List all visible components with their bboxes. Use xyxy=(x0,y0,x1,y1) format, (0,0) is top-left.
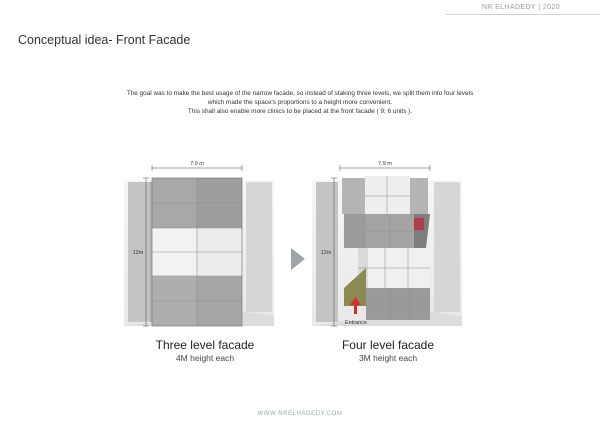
three-level-caption xyxy=(140,338,270,363)
header-credit: NR ELHADEDY | 2020 xyxy=(481,4,560,11)
description-line: which made the space's proportions to a height more convenient. xyxy=(207,98,393,106)
caption-title: Four level facade xyxy=(341,338,435,352)
facade-volume xyxy=(152,178,242,326)
four-level-facade-illustration xyxy=(310,156,466,334)
width-label: 7.9 m xyxy=(190,161,204,167)
right-wall xyxy=(246,182,272,312)
caption-subtitle: 4M height each xyxy=(175,353,235,363)
description-line: The goal was to make the best usage of the narrow facade, so instead of staking three levels, we split them into four levels xyxy=(126,90,474,97)
description-text xyxy=(110,90,490,116)
header-rule xyxy=(446,14,600,15)
description-line: This shall also enable more clinics to be placed at the front facade ( 9; 6 units ). xyxy=(187,107,413,115)
right-wall xyxy=(434,182,460,312)
caption-title: Three level facade xyxy=(155,338,255,352)
caption-subtitle: 3M height each xyxy=(358,353,418,363)
three-level-facade-render xyxy=(122,156,278,334)
four-level-facade-render xyxy=(310,156,466,334)
four-level-caption xyxy=(323,338,453,363)
height-label: 12m xyxy=(320,250,332,256)
next-arrow-icon xyxy=(289,246,307,277)
website-link[interactable]: WWW.NRELHADEDY.COM xyxy=(257,411,343,417)
width-label: 7.9 m xyxy=(378,161,392,167)
three-level-facade-illustration xyxy=(122,156,278,334)
entrance-label: Entrance xyxy=(344,320,368,326)
height-label: 12m xyxy=(132,250,144,256)
page-title: Conceptual idea- Front Facade xyxy=(18,33,191,47)
